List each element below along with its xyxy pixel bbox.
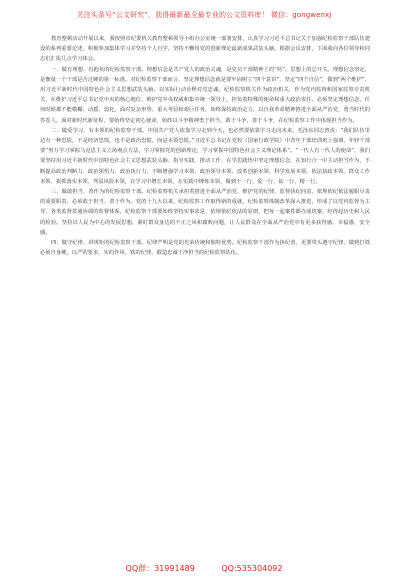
section-1-paragraph: 一、做有理想、有抱负的纪检监察干部。理想信念是共产党人的政治灵魂，是党员干部精神上的“钙”，思想上的总开关。理想信念坚定，是衡量一个干部是否过硬的第一标准。对纪检监察干部而言，坚定理想信念就是要牢固树立“四个意识”、坚定“四个自信”、做到“两个维护”，用习近平新时代中国特色社会主义思想武装头脑，以实际行动诠释对党忠诚。纪检监察机关作为政治机关，作为党内监督和国家监察专责机关，在维护习近平总书记党中央的核心地位、维护党中央权威和集中统一领导上，担负着特殊的使命和重大政治责任。必须坚定理想信念，任何时候都不能模糊、动摇、弱化，面对复杂形势、重大考验和艰巨任务，始终保持政治定力，以自我革命精神推进全面从严治党，勇当时代的答卷人，面对新时代新征程，要始终坚定初心使命，始终以斗争精神勇于担当，敢于斗争，善于斗争，在纪检监察工作中体现担当作为。 <box>40 66 370 124</box>
header-notice: 关注头条号“公文研究”，获得最新最全最专业的公文资料库！ 微信：gongwenxj <box>76 11 332 19</box>
footer-qq: QQ:535304092 <box>221 564 283 573</box>
document-body <box>40 34 370 258</box>
intro-paragraph: 教育整顿活动开展以来，我按照市纪委机关教育整顿领导小组办公室统一部署安排，认真学习习近平总书记关于加强纪检监察干部队伍建设的系列重要论述，积极参加集体学习并坚持个人自学，坚持不懈用党的创新理论最新成果武装头脑。根据会议安排，下面我向各位领导和同志们汇报几点学习体会。 <box>40 36 370 63</box>
section-2-paragraph: 二、做爱学习、有本领的纪检监察干部。中国共产党人依靠学习走到今天，也必然要依靠学习走向未来。毛泽东同志曾说：“我们队伍里边有一种恐慌，不是经济恐慌，也不是政治恐慌，而是本领恐慌。”习近平总书记在党校（国家行政学院）中青年干部培训班上强调，年轻干部要“努力学习掌握马克思主义立场观点方法，学习掌握党的创新理论，学习掌握中国特色社会主义理论体系”。“一代人有一代人的使命”，我们要坚持用习近平新时代中国特色社会主义思想武装头脑、指导实践、推动工作，在学思践悟中坚定理想信念，在知行合一中主动担当作为，不断提高政治判断力、政治领悟力、政治执行力，不断增强学习本领、政治领导本领、改革创新本领、科学发展本领、依法执政本领、群众工作本领、狠抓落实本领、驾驭风险本领，在学习中增长本领，在实践中锤炼本领，做到干一行、爱一行、钻一行、精一行。 <box>40 127 370 185</box>
footer-qq-group: QQ群：31991489 <box>125 564 195 573</box>
section-4-paragraph: 四、做守纪律、讲规矩的纪检监察干部。纪律严明是党的光荣传统和独特优势。纪检监察干部作为执纪者，更要带头遵守纪律，做到打铁必须自身硬，以严的要求、实的作风、铁的纪律，锻造忠诚干净担当的纪检监察队伍。 <box>40 240 370 257</box>
footer-contact <box>0 563 408 574</box>
section-3-paragraph: 三、做敢担当、善作为的纪检监察干部。纪检监察机关承担着推进全面从严治党、维护党的纪律、监督执纪问责、依规依纪依法履职尽责的重要职责，必须敢于担当、善于作为。党的十九大以来，纪检监察工作取得新的成就，纪检监察体制改革深入推进，形成了以党内监督为主导、各类监督贯通协调的监督体系，纪检监察干部要始终坚持实事求是、依规依纪依法的原则，把每一起案件都办成铁案，经得起历史和人民的检验。坚持以人民为中心的发展思想，紧盯群众身边的不正之风和腐败问题，让人民群众在全面从严治党中有更多获得感、幸福感、安全感。 <box>40 189 370 236</box>
